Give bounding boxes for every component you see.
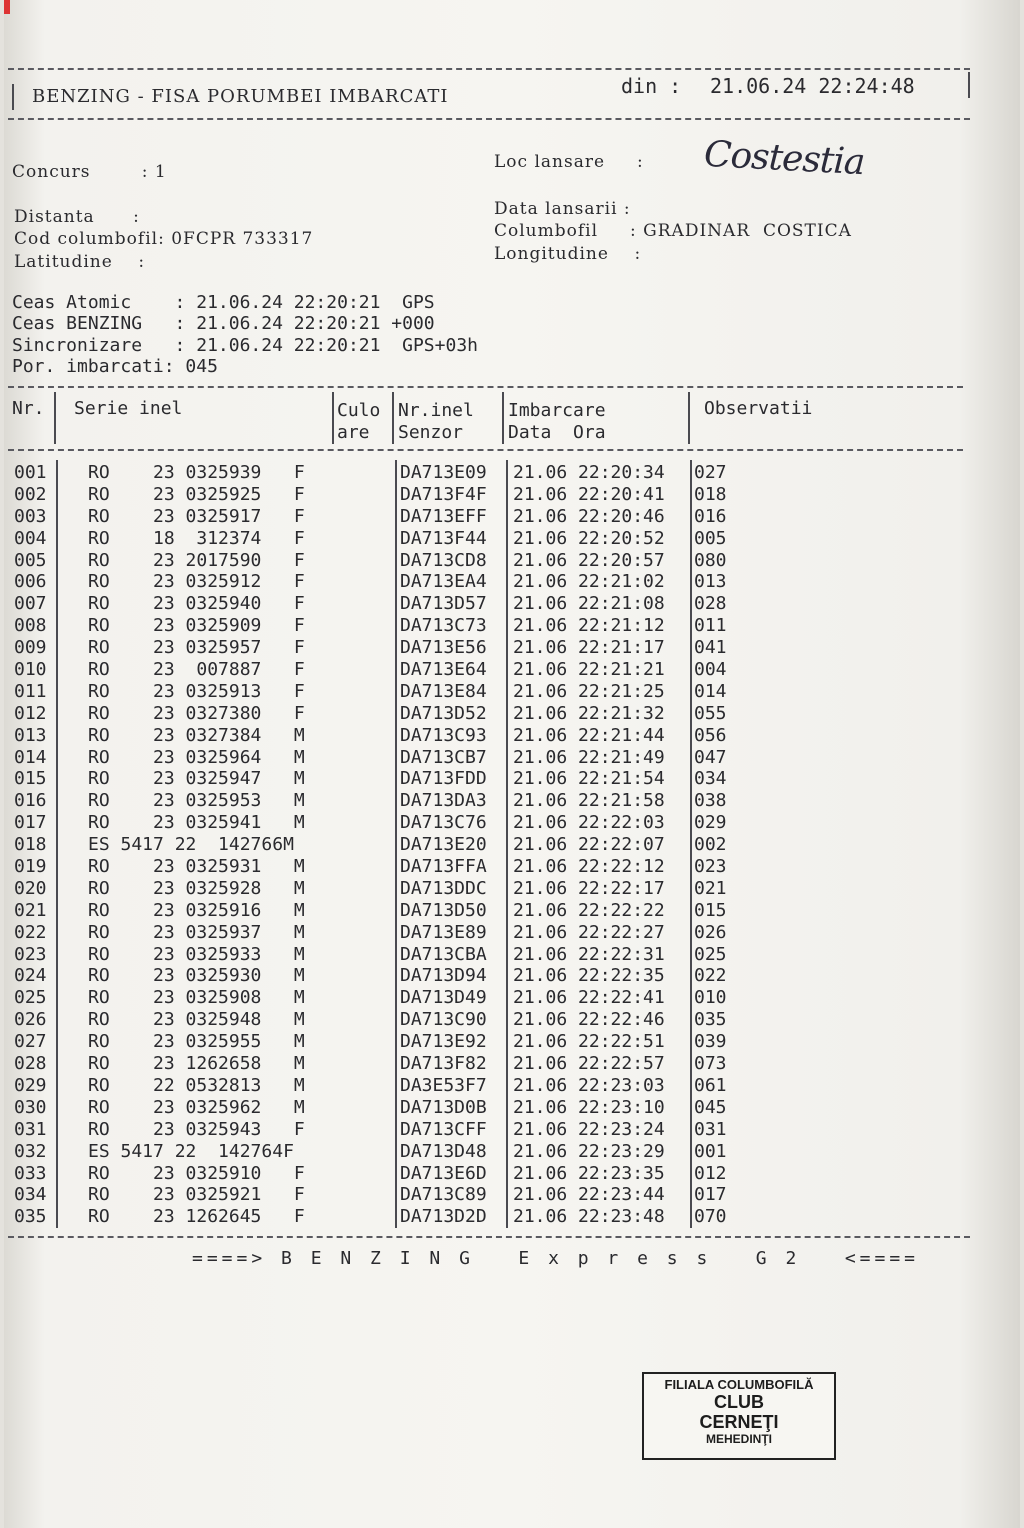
- table-cell-senzor: DA713E6D: [400, 1162, 487, 1184]
- por-imbarcati-line: Por. imbarcati: 045: [12, 356, 218, 377]
- col-header-culoare-1: Culo: [337, 400, 381, 421]
- table-cell-senzor: DA713DDC: [400, 877, 487, 899]
- loc-lansare-field: Loc lansare :: [494, 152, 644, 172]
- table-cell-senzor: DA713E84: [400, 680, 487, 702]
- table-cell-imb: 21.06 22:23:24: [513, 1118, 665, 1140]
- rule-culoare-body: [395, 460, 397, 1228]
- table-cell-nr: 031: [14, 1118, 47, 1140]
- table-cell-obs: 073: [694, 1053, 727, 1075]
- header-din-label: din :: [621, 74, 682, 98]
- table-cell-serie: RO 23 0325939 F: [88, 462, 305, 483]
- concurs-field: Concurs : 1: [12, 162, 167, 182]
- table-cell-nr: 027: [14, 1031, 47, 1053]
- table-top-border: [8, 386, 963, 388]
- table-cell-imb: 21.06 22:22:35: [513, 965, 665, 987]
- table-cell-obs: 023: [694, 856, 727, 878]
- table-cell-imb: 21.06 22:20:41: [513, 483, 665, 505]
- table-cell-serie: RO 23 0325955 M: [88, 1031, 305, 1053]
- table-cell-senzor: DA713C89: [400, 1184, 487, 1206]
- rule-imbarcare-body: [690, 460, 692, 1228]
- table-cell-senzor: DA713FDD: [400, 768, 487, 790]
- document-title: BENZING - FISA PORUMBEI IMBARCATI: [32, 86, 449, 107]
- table-cell-serie: RO 23 0325940 F: [88, 593, 305, 615]
- table-cell-obs: 031: [694, 1118, 727, 1140]
- table-cell-nr: 033: [14, 1162, 47, 1184]
- table-cell-obs: 025: [694, 943, 727, 965]
- columbofil-field: Columbofil : GRADINAR COSTICA: [494, 221, 852, 241]
- table-cell-obs: 021: [694, 877, 727, 899]
- table-cell-serie: RO 23 0325913 F: [88, 680, 305, 702]
- table-cell-imb: 21.06 22:23:48: [513, 1206, 665, 1228]
- club-stamp: [642, 1372, 836, 1460]
- table-cell-nr: 010: [14, 659, 47, 681]
- table-cell-obs: 055: [694, 702, 727, 724]
- table-cell-imb: 21.06 22:21:44: [513, 724, 665, 746]
- col-header-imbarcare-2: Data Ora: [508, 422, 606, 443]
- table-cell-imb: 21.06 22:20:46: [513, 505, 665, 527]
- red-edge-mark: [4, 0, 10, 14]
- table-cell-obs: 047: [694, 746, 727, 768]
- rule-serie-header: [332, 392, 334, 444]
- table-cell-senzor: DA713D52: [400, 702, 487, 724]
- table-cell-senzor: DA713E20: [400, 834, 487, 856]
- column-observatii: [694, 462, 727, 1228]
- table-cell-nr: 020: [14, 877, 47, 899]
- table-cell-nr: 035: [14, 1206, 47, 1228]
- table-cell-nr: 014: [14, 746, 47, 768]
- col-header-culoare-2: are: [337, 422, 370, 443]
- table-cell-obs: 002: [694, 834, 727, 856]
- table-cell-obs: 039: [694, 1031, 727, 1053]
- longitudine-field: Longitudine :: [494, 244, 642, 264]
- table-cell-serie: ES 5417 22 142764F: [88, 1140, 294, 1162]
- table-cell-serie: RO 23 0325957 F: [88, 637, 305, 659]
- printed-sheet: [4, 0, 1020, 1528]
- table-cell-senzor: DA713E92: [400, 1031, 487, 1053]
- table-cell-imb: 21.06 22:21:17: [513, 637, 665, 659]
- table-cell-serie: RO 23 0325933 M: [88, 943, 305, 965]
- table-cell-imb: 21.06 22:20:34: [513, 462, 665, 483]
- table-cell-obs: 027: [694, 462, 727, 483]
- table-cell-obs: 005: [694, 527, 727, 549]
- table-cell-nr: 021: [14, 899, 47, 921]
- table-cell-senzor: DA713D2D: [400, 1206, 487, 1228]
- header-datetime: 21.06.24 22:24:48: [710, 74, 915, 98]
- table-cell-obs: 029: [694, 812, 727, 834]
- distanta-field: Distanta :: [14, 207, 140, 227]
- table-cell-imb: 21.06 22:23:29: [513, 1140, 665, 1162]
- table-cell-obs: 011: [694, 615, 727, 637]
- col-header-nrinel-2: Senzor: [398, 422, 464, 443]
- table-cell-obs: 061: [694, 1074, 727, 1096]
- table-bottom-border: [8, 1236, 970, 1238]
- sincronizare-line: Sincronizare : 21.06.24 22:20:21 GPS+03h: [12, 335, 478, 356]
- table-cell-nr: 030: [14, 1096, 47, 1118]
- table-cell-imb: 21.06 22:20:52: [513, 527, 665, 549]
- column-serie-inel: [88, 462, 305, 1228]
- table-cell-serie: RO 23 0325937 M: [88, 921, 305, 943]
- table-cell-senzor: DA713F82: [400, 1053, 487, 1075]
- table-cell-obs: 070: [694, 1206, 727, 1228]
- table-cell-senzor: DA713CD8: [400, 549, 487, 571]
- table-cell-obs: 018: [694, 483, 727, 505]
- rule-culoare-header: [392, 392, 394, 444]
- stamp-line-3: CERNEŢI: [699, 1412, 779, 1432]
- table-cell-serie: RO 23 0325964 M: [88, 746, 305, 768]
- rule-nr-header: [54, 392, 56, 444]
- table-cell-nr: 002: [14, 483, 47, 505]
- table-cell-imb: 21.06 22:23:03: [513, 1074, 665, 1096]
- table-cell-senzor: DA713DA3: [400, 790, 487, 812]
- table-cell-senzor: DA713C90: [400, 1009, 487, 1031]
- table-cell-imb: 21.06 22:21:32: [513, 702, 665, 724]
- table-cell-nr: 011: [14, 680, 47, 702]
- table-cell-imb: 21.06 22:21:21: [513, 659, 665, 681]
- table-cell-imb: 21.06 22:21:49: [513, 746, 665, 768]
- table-cell-nr: 016: [14, 790, 47, 812]
- column-nr: [14, 462, 47, 1228]
- table-cell-senzor: DA713C93: [400, 724, 487, 746]
- table-cell-obs: 056: [694, 724, 727, 746]
- table-cell-nr: 008: [14, 615, 47, 637]
- table-cell-imb: 21.06 22:22:03: [513, 812, 665, 834]
- table-cell-imb: 21.06 22:23:35: [513, 1162, 665, 1184]
- table-cell-senzor: DA713EA4: [400, 571, 487, 593]
- table-cell-senzor: DA713D49: [400, 987, 487, 1009]
- table-cell-obs: 034: [694, 768, 727, 790]
- table-cell-imb: 21.06 22:22:46: [513, 1009, 665, 1031]
- table-cell-obs: 041: [694, 637, 727, 659]
- table-cell-serie: RO 23 0325947 M: [88, 768, 305, 790]
- stamp-line-2: CLUB: [714, 1392, 764, 1412]
- table-cell-imb: 21.06 22:22:27: [513, 921, 665, 943]
- table-cell-obs: 012: [694, 1162, 727, 1184]
- table-cell-imb: 21.06 22:23:10: [513, 1096, 665, 1118]
- table-cell-serie: RO 23 0327384 M: [88, 724, 305, 746]
- table-cell-obs: 010: [694, 987, 727, 1009]
- table-cell-senzor: DA713D0B: [400, 1096, 487, 1118]
- table-cell-nr: 018: [14, 834, 47, 856]
- table-cell-imb: 21.06 22:22:31: [513, 943, 665, 965]
- table-cell-serie: RO 23 1262658 M: [88, 1053, 305, 1075]
- table-cell-serie: RO 23 0325916 M: [88, 899, 305, 921]
- column-imbarcare: [513, 462, 665, 1228]
- table-cell-serie: RO 23 0325910 F: [88, 1162, 305, 1184]
- latitudine-field: Latitudine :: [14, 252, 146, 272]
- table-cell-nr: 022: [14, 921, 47, 943]
- table-cell-nr: 024: [14, 965, 47, 987]
- table-cell-serie: RO 23 0325941 M: [88, 812, 305, 834]
- table-cell-obs: 017: [694, 1184, 727, 1206]
- column-senzor: [400, 462, 487, 1228]
- col-header-serie: Serie inel: [74, 398, 183, 419]
- table-cell-obs: 026: [694, 921, 727, 943]
- table-cell-senzor: DA713D57: [400, 593, 487, 615]
- table-cell-nr: 023: [14, 943, 47, 965]
- table-cell-imb: 21.06 22:22:12: [513, 856, 665, 878]
- table-header-bottom-border: [8, 449, 963, 451]
- table-cell-senzor: DA713E09: [400, 462, 487, 483]
- table-cell-nr: 017: [14, 812, 47, 834]
- table-cell-senzor: DA713EFF: [400, 505, 487, 527]
- table-cell-nr: 026: [14, 1009, 47, 1031]
- table-cell-serie: RO 23 0325909 F: [88, 615, 305, 637]
- table-cell-serie: RO 23 1262645 F: [88, 1206, 305, 1228]
- table-cell-serie: RO 23 2017590 F: [88, 549, 305, 571]
- col-header-observatii: Observatii: [704, 398, 813, 419]
- table-cell-nr: 034: [14, 1184, 47, 1206]
- table-cell-nr: 013: [14, 724, 47, 746]
- header-right-bar: [968, 72, 970, 98]
- table-cell-nr: 005: [14, 549, 47, 571]
- table-cell-senzor: DA713D48: [400, 1140, 487, 1162]
- table-cell-serie: RO 23 0325912 F: [88, 571, 305, 593]
- table-cell-nr: 009: [14, 637, 47, 659]
- table-cell-obs: 015: [694, 899, 727, 921]
- col-header-imbarcare-1: Imbarcare: [508, 400, 606, 421]
- ceas-benzing-line: Ceas BENZING : 21.06.24 22:20:21 +000: [12, 313, 435, 334]
- table-cell-nr: 028: [14, 1053, 47, 1075]
- table-cell-senzor: DA713E89: [400, 921, 487, 943]
- rule-senzor-body: [506, 460, 508, 1228]
- stamp-line-1: FILIALA COLUMBOFILĂ: [664, 1377, 814, 1392]
- table-cell-senzor: DA713D94: [400, 965, 487, 987]
- table-cell-serie: RO 23 0325931 M: [88, 856, 305, 878]
- table-cell-nr: 012: [14, 702, 47, 724]
- col-header-nr: Nr.: [12, 398, 45, 419]
- table-cell-obs: 001: [694, 1140, 727, 1162]
- table-cell-nr: 019: [14, 856, 47, 878]
- table-cell-senzor: DA3E53F7: [400, 1074, 487, 1096]
- table-cell-senzor: DA713E56: [400, 637, 487, 659]
- table-cell-obs: 045: [694, 1096, 727, 1118]
- table-cell-imb: 21.06 22:21:58: [513, 790, 665, 812]
- table-cell-imb: 21.06 22:21:12: [513, 615, 665, 637]
- table-cell-obs: 080: [694, 549, 727, 571]
- table-cell-senzor: DA713F44: [400, 527, 487, 549]
- table-cell-serie: RO 23 0325943 F: [88, 1118, 305, 1140]
- table-cell-obs: 016: [694, 505, 727, 527]
- table-cell-nr: 006: [14, 571, 47, 593]
- table-cell-imb: 21.06 22:21:02: [513, 571, 665, 593]
- rule-imbarcare-header: [688, 392, 690, 444]
- rule-senzor-header: [502, 392, 504, 444]
- ceas-atomic-line: Ceas Atomic : 21.06.24 22:20:21 GPS: [12, 292, 435, 313]
- stamp-line-4: MEHEDINŢI: [706, 1432, 772, 1446]
- table-cell-nr: 001: [14, 462, 47, 483]
- table-cell-obs: 038: [694, 790, 727, 812]
- table-cell-obs: 028: [694, 593, 727, 615]
- table-cell-imb: 21.06 22:21:08: [513, 593, 665, 615]
- table-cell-serie: RO 23 0327380 F: [88, 702, 305, 724]
- header-bottom-border: [8, 118, 970, 120]
- cod-columbofil-field: Cod columbofil: 0FCPR 733317: [14, 229, 314, 249]
- header-left-bar: [12, 84, 14, 110]
- table-cell-nr: 029: [14, 1074, 47, 1096]
- header-top-border: [8, 68, 970, 70]
- table-cell-imb: 21.06 22:23:44: [513, 1184, 665, 1206]
- table-cell-serie: RO 23 0325948 M: [88, 1009, 305, 1031]
- col-header-nrinel-1: Nr.inel: [398, 400, 474, 421]
- table-cell-nr: 032: [14, 1140, 47, 1162]
- table-cell-serie: RO 23 0325928 M: [88, 877, 305, 899]
- table-cell-serie: RO 23 0325921 F: [88, 1184, 305, 1206]
- table-cell-imb: 21.06 22:22:41: [513, 987, 665, 1009]
- table-cell-serie: RO 23 0325917 F: [88, 505, 305, 527]
- table-cell-obs: 013: [694, 571, 727, 593]
- table-cell-senzor: DA713FFA: [400, 856, 487, 878]
- table-cell-serie: RO 18 312374 F: [88, 527, 305, 549]
- table-cell-serie: RO 22 0532813 M: [88, 1074, 305, 1096]
- table-cell-serie: RO 23 0325908 M: [88, 987, 305, 1009]
- table-cell-senzor: DA713F4F: [400, 483, 487, 505]
- table-cell-serie: RO 23 0325962 M: [88, 1096, 305, 1118]
- table-cell-senzor: DA713CB7: [400, 746, 487, 768]
- table-cell-obs: 014: [694, 680, 727, 702]
- table-cell-obs: 035: [694, 1009, 727, 1031]
- table-cell-obs: 004: [694, 659, 727, 681]
- table-cell-nr: 015: [14, 768, 47, 790]
- table-cell-imb: 21.06 22:21:54: [513, 768, 665, 790]
- table-cell-serie: RO 23 0325930 M: [88, 965, 305, 987]
- table-cell-senzor: DA713CFF: [400, 1118, 487, 1140]
- table-cell-serie: RO 23 0325953 M: [88, 790, 305, 812]
- table-cell-imb: 21.06 22:21:25: [513, 680, 665, 702]
- table-cell-obs: 022: [694, 965, 727, 987]
- table-cell-imb: 21.06 22:22:57: [513, 1053, 665, 1075]
- table-cell-senzor: DA713E64: [400, 659, 487, 681]
- loc-lansare-handwritten: Costestia: [703, 133, 866, 184]
- rule-nr-body: [56, 460, 58, 1228]
- table-cell-senzor: DA713CBA: [400, 943, 487, 965]
- table-cell-serie: RO 23 0325925 F: [88, 483, 305, 505]
- table-cell-serie: RO 23 007887 F: [88, 659, 305, 681]
- table-cell-nr: 025: [14, 987, 47, 1009]
- data-lansarii-field: Data lansarii :: [494, 199, 631, 219]
- table-cell-nr: 004: [14, 527, 47, 549]
- table-cell-senzor: DA713C76: [400, 812, 487, 834]
- table-cell-nr: 007: [14, 593, 47, 615]
- table-cell-nr: 003: [14, 505, 47, 527]
- table-cell-imb: 21.06 22:22:17: [513, 877, 665, 899]
- footer-banner: ====> B E N Z I N G E x p r e s s G 2 <====: [192, 1248, 920, 1269]
- table-cell-imb: 21.06 22:22:22: [513, 899, 665, 921]
- table-cell-serie: ES 5417 22 142766M: [88, 834, 294, 856]
- table-cell-senzor: DA713D50: [400, 899, 487, 921]
- table-cell-imb: 21.06 22:20:57: [513, 549, 665, 571]
- table-cell-imb: 21.06 22:22:07: [513, 834, 665, 856]
- table-cell-senzor: DA713C73: [400, 615, 487, 637]
- table-cell-imb: 21.06 22:22:51: [513, 1031, 665, 1053]
